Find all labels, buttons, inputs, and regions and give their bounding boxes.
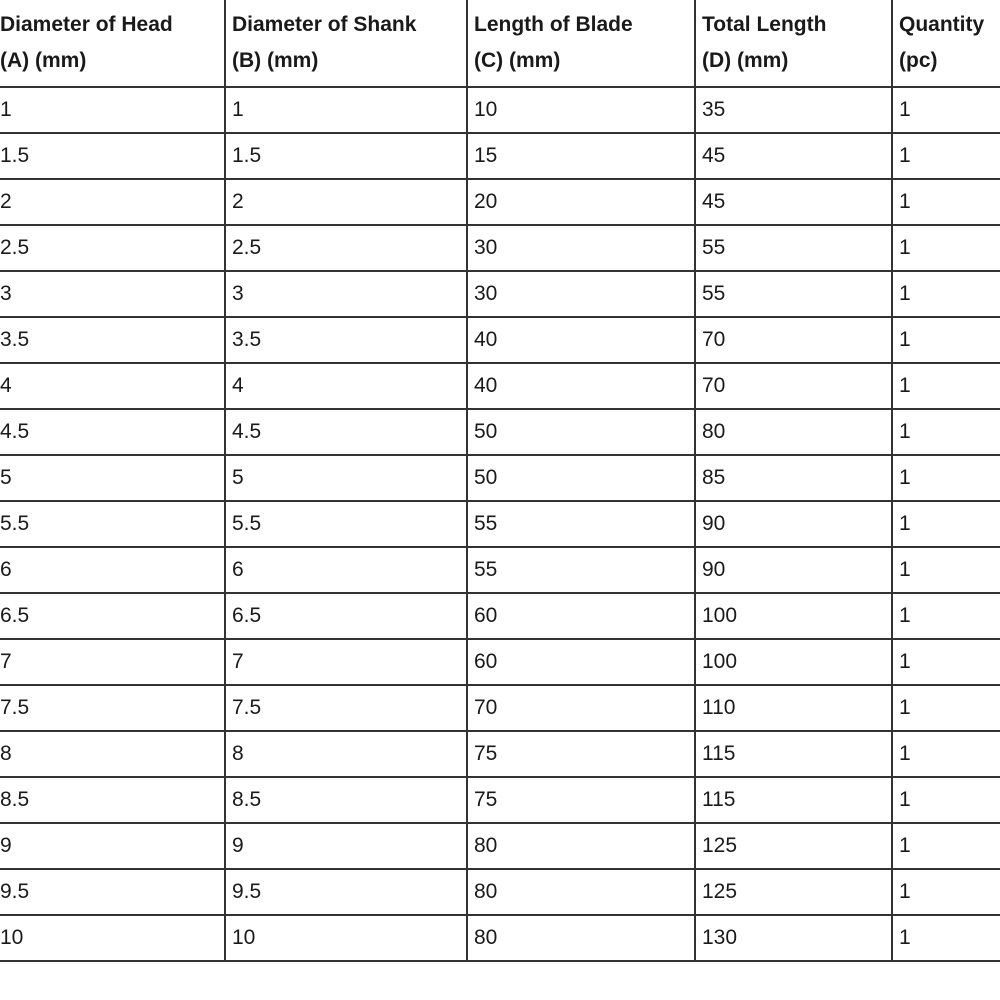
cell-total-length: 110	[695, 685, 892, 731]
table-row	[0, 731, 1000, 777]
cell-quantity: 1	[892, 685, 1000, 731]
cell-diameter-of-shank: 7	[225, 639, 467, 685]
table-row	[0, 547, 1000, 593]
table-row	[0, 501, 1000, 547]
header-line-2: (pc)	[899, 49, 938, 72]
cell-quantity: 1	[892, 363, 1000, 409]
cell-length-of-blade: 70	[467, 685, 695, 731]
cell-diameter-of-head: 10	[0, 915, 225, 961]
header-total-length	[695, 0, 892, 87]
table-row	[0, 593, 1000, 639]
table-row	[0, 133, 1000, 179]
cell-total-length: 115	[695, 777, 892, 823]
cell-diameter-of-head: 5	[0, 455, 225, 501]
table-row	[0, 87, 1000, 133]
table-row	[0, 179, 1000, 225]
cell-diameter-of-shank: 5	[225, 455, 467, 501]
cell-diameter-of-head: 7	[0, 639, 225, 685]
table-row	[0, 225, 1000, 271]
cell-length-of-blade: 55	[467, 501, 695, 547]
cell-diameter-of-shank: 9	[225, 823, 467, 869]
cell-diameter-of-shank: 4	[225, 363, 467, 409]
cell-diameter-of-shank: 4.5	[225, 409, 467, 455]
table-row	[0, 455, 1000, 501]
cell-diameter-of-shank: 8	[225, 731, 467, 777]
header-line-1: Diameter of Head	[0, 13, 173, 36]
cell-diameter-of-shank: 7.5	[225, 685, 467, 731]
table-row	[0, 915, 1000, 961]
cell-quantity: 1	[892, 179, 1000, 225]
cell-total-length: 100	[695, 639, 892, 685]
cell-total-length: 125	[695, 823, 892, 869]
cell-quantity: 1	[892, 317, 1000, 363]
cell-total-length: 90	[695, 547, 892, 593]
cell-length-of-blade: 10	[467, 87, 695, 133]
header-line-1: Quantity	[899, 13, 985, 36]
table-row	[0, 317, 1000, 363]
header-line-2: (C) (mm)	[474, 49, 561, 72]
header-length-of-blade	[467, 0, 695, 87]
cell-diameter-of-head: 6	[0, 547, 225, 593]
table-row	[0, 869, 1000, 915]
header-line-1: Diameter of Shank	[232, 13, 417, 36]
cell-length-of-blade: 60	[467, 639, 695, 685]
cell-quantity: 1	[892, 455, 1000, 501]
cell-quantity: 1	[892, 639, 1000, 685]
cell-length-of-blade: 40	[467, 363, 695, 409]
cell-quantity: 1	[892, 593, 1000, 639]
header-line-2: (B) (mm)	[232, 49, 319, 72]
cell-total-length: 55	[695, 271, 892, 317]
cell-diameter-of-shank: 10	[225, 915, 467, 961]
cell-diameter-of-head: 7.5	[0, 685, 225, 731]
cell-diameter-of-head: 5.5	[0, 501, 225, 547]
cell-total-length: 85	[695, 455, 892, 501]
header-line-2: (D) (mm)	[702, 49, 789, 72]
cell-diameter-of-head: 9	[0, 823, 225, 869]
table-row	[0, 823, 1000, 869]
cell-length-of-blade: 55	[467, 547, 695, 593]
cell-quantity: 1	[892, 777, 1000, 823]
cell-quantity: 1	[892, 87, 1000, 133]
cell-quantity: 1	[892, 225, 1000, 271]
cell-total-length: 70	[695, 317, 892, 363]
table-body	[0, 87, 1000, 961]
cell-length-of-blade: 75	[467, 731, 695, 777]
cell-length-of-blade: 75	[467, 777, 695, 823]
cell-diameter-of-shank: 8.5	[225, 777, 467, 823]
cell-diameter-of-head: 8	[0, 731, 225, 777]
cell-diameter-of-shank: 6.5	[225, 593, 467, 639]
cell-quantity: 1	[892, 915, 1000, 961]
cell-length-of-blade: 15	[467, 133, 695, 179]
cell-total-length: 90	[695, 501, 892, 547]
header-line-2: (A) (mm)	[0, 49, 87, 72]
cell-total-length: 80	[695, 409, 892, 455]
cell-length-of-blade: 80	[467, 869, 695, 915]
cell-diameter-of-shank: 2	[225, 179, 467, 225]
table-row	[0, 271, 1000, 317]
cell-length-of-blade: 80	[467, 823, 695, 869]
cell-length-of-blade: 60	[467, 593, 695, 639]
cell-diameter-of-shank: 9.5	[225, 869, 467, 915]
cell-diameter-of-head: 1.5	[0, 133, 225, 179]
cell-diameter-of-head: 4.5	[0, 409, 225, 455]
cell-total-length: 45	[695, 133, 892, 179]
header-quantity	[892, 0, 1000, 87]
cell-diameter-of-head: 4	[0, 363, 225, 409]
cell-diameter-of-shank: 2.5	[225, 225, 467, 271]
table-row	[0, 685, 1000, 731]
cell-diameter-of-head: 3	[0, 271, 225, 317]
cell-diameter-of-shank: 1.5	[225, 133, 467, 179]
cell-total-length: 70	[695, 363, 892, 409]
table-header	[0, 0, 1000, 87]
cell-total-length: 130	[695, 915, 892, 961]
cell-quantity: 1	[892, 271, 1000, 317]
table-row	[0, 409, 1000, 455]
cell-quantity: 1	[892, 731, 1000, 777]
cell-length-of-blade: 30	[467, 271, 695, 317]
cell-total-length: 55	[695, 225, 892, 271]
cell-length-of-blade: 30	[467, 225, 695, 271]
cell-quantity: 1	[892, 823, 1000, 869]
cell-quantity: 1	[892, 409, 1000, 455]
cell-quantity: 1	[892, 547, 1000, 593]
table-row	[0, 777, 1000, 823]
header-row	[0, 0, 1000, 87]
cell-length-of-blade: 40	[467, 317, 695, 363]
cell-diameter-of-head: 2.5	[0, 225, 225, 271]
cell-length-of-blade: 50	[467, 409, 695, 455]
cell-diameter-of-shank: 5.5	[225, 501, 467, 547]
header-diameter-of-head	[0, 0, 225, 87]
cell-length-of-blade: 80	[467, 915, 695, 961]
cell-length-of-blade: 50	[467, 455, 695, 501]
cell-diameter-of-shank: 3	[225, 271, 467, 317]
cell-length-of-blade: 20	[467, 179, 695, 225]
cell-diameter-of-shank: 6	[225, 547, 467, 593]
table-row	[0, 639, 1000, 685]
table-row	[0, 363, 1000, 409]
cell-total-length: 45	[695, 179, 892, 225]
cell-diameter-of-head: 8.5	[0, 777, 225, 823]
cell-diameter-of-shank: 1	[225, 87, 467, 133]
cell-quantity: 1	[892, 501, 1000, 547]
cell-quantity: 1	[892, 133, 1000, 179]
cell-diameter-of-head: 2	[0, 179, 225, 225]
cell-diameter-of-head: 1	[0, 87, 225, 133]
cell-diameter-of-head: 3.5	[0, 317, 225, 363]
header-line-1: Total Length	[702, 13, 827, 36]
cell-diameter-of-head: 6.5	[0, 593, 225, 639]
cell-diameter-of-shank: 3.5	[225, 317, 467, 363]
header-line-1: Length of Blade	[474, 13, 633, 36]
cell-total-length: 100	[695, 593, 892, 639]
cell-quantity: 1	[892, 869, 1000, 915]
cell-total-length: 115	[695, 731, 892, 777]
cell-diameter-of-head: 9.5	[0, 869, 225, 915]
header-diameter-of-shank	[225, 0, 467, 87]
cell-total-length: 35	[695, 87, 892, 133]
cell-total-length: 125	[695, 869, 892, 915]
